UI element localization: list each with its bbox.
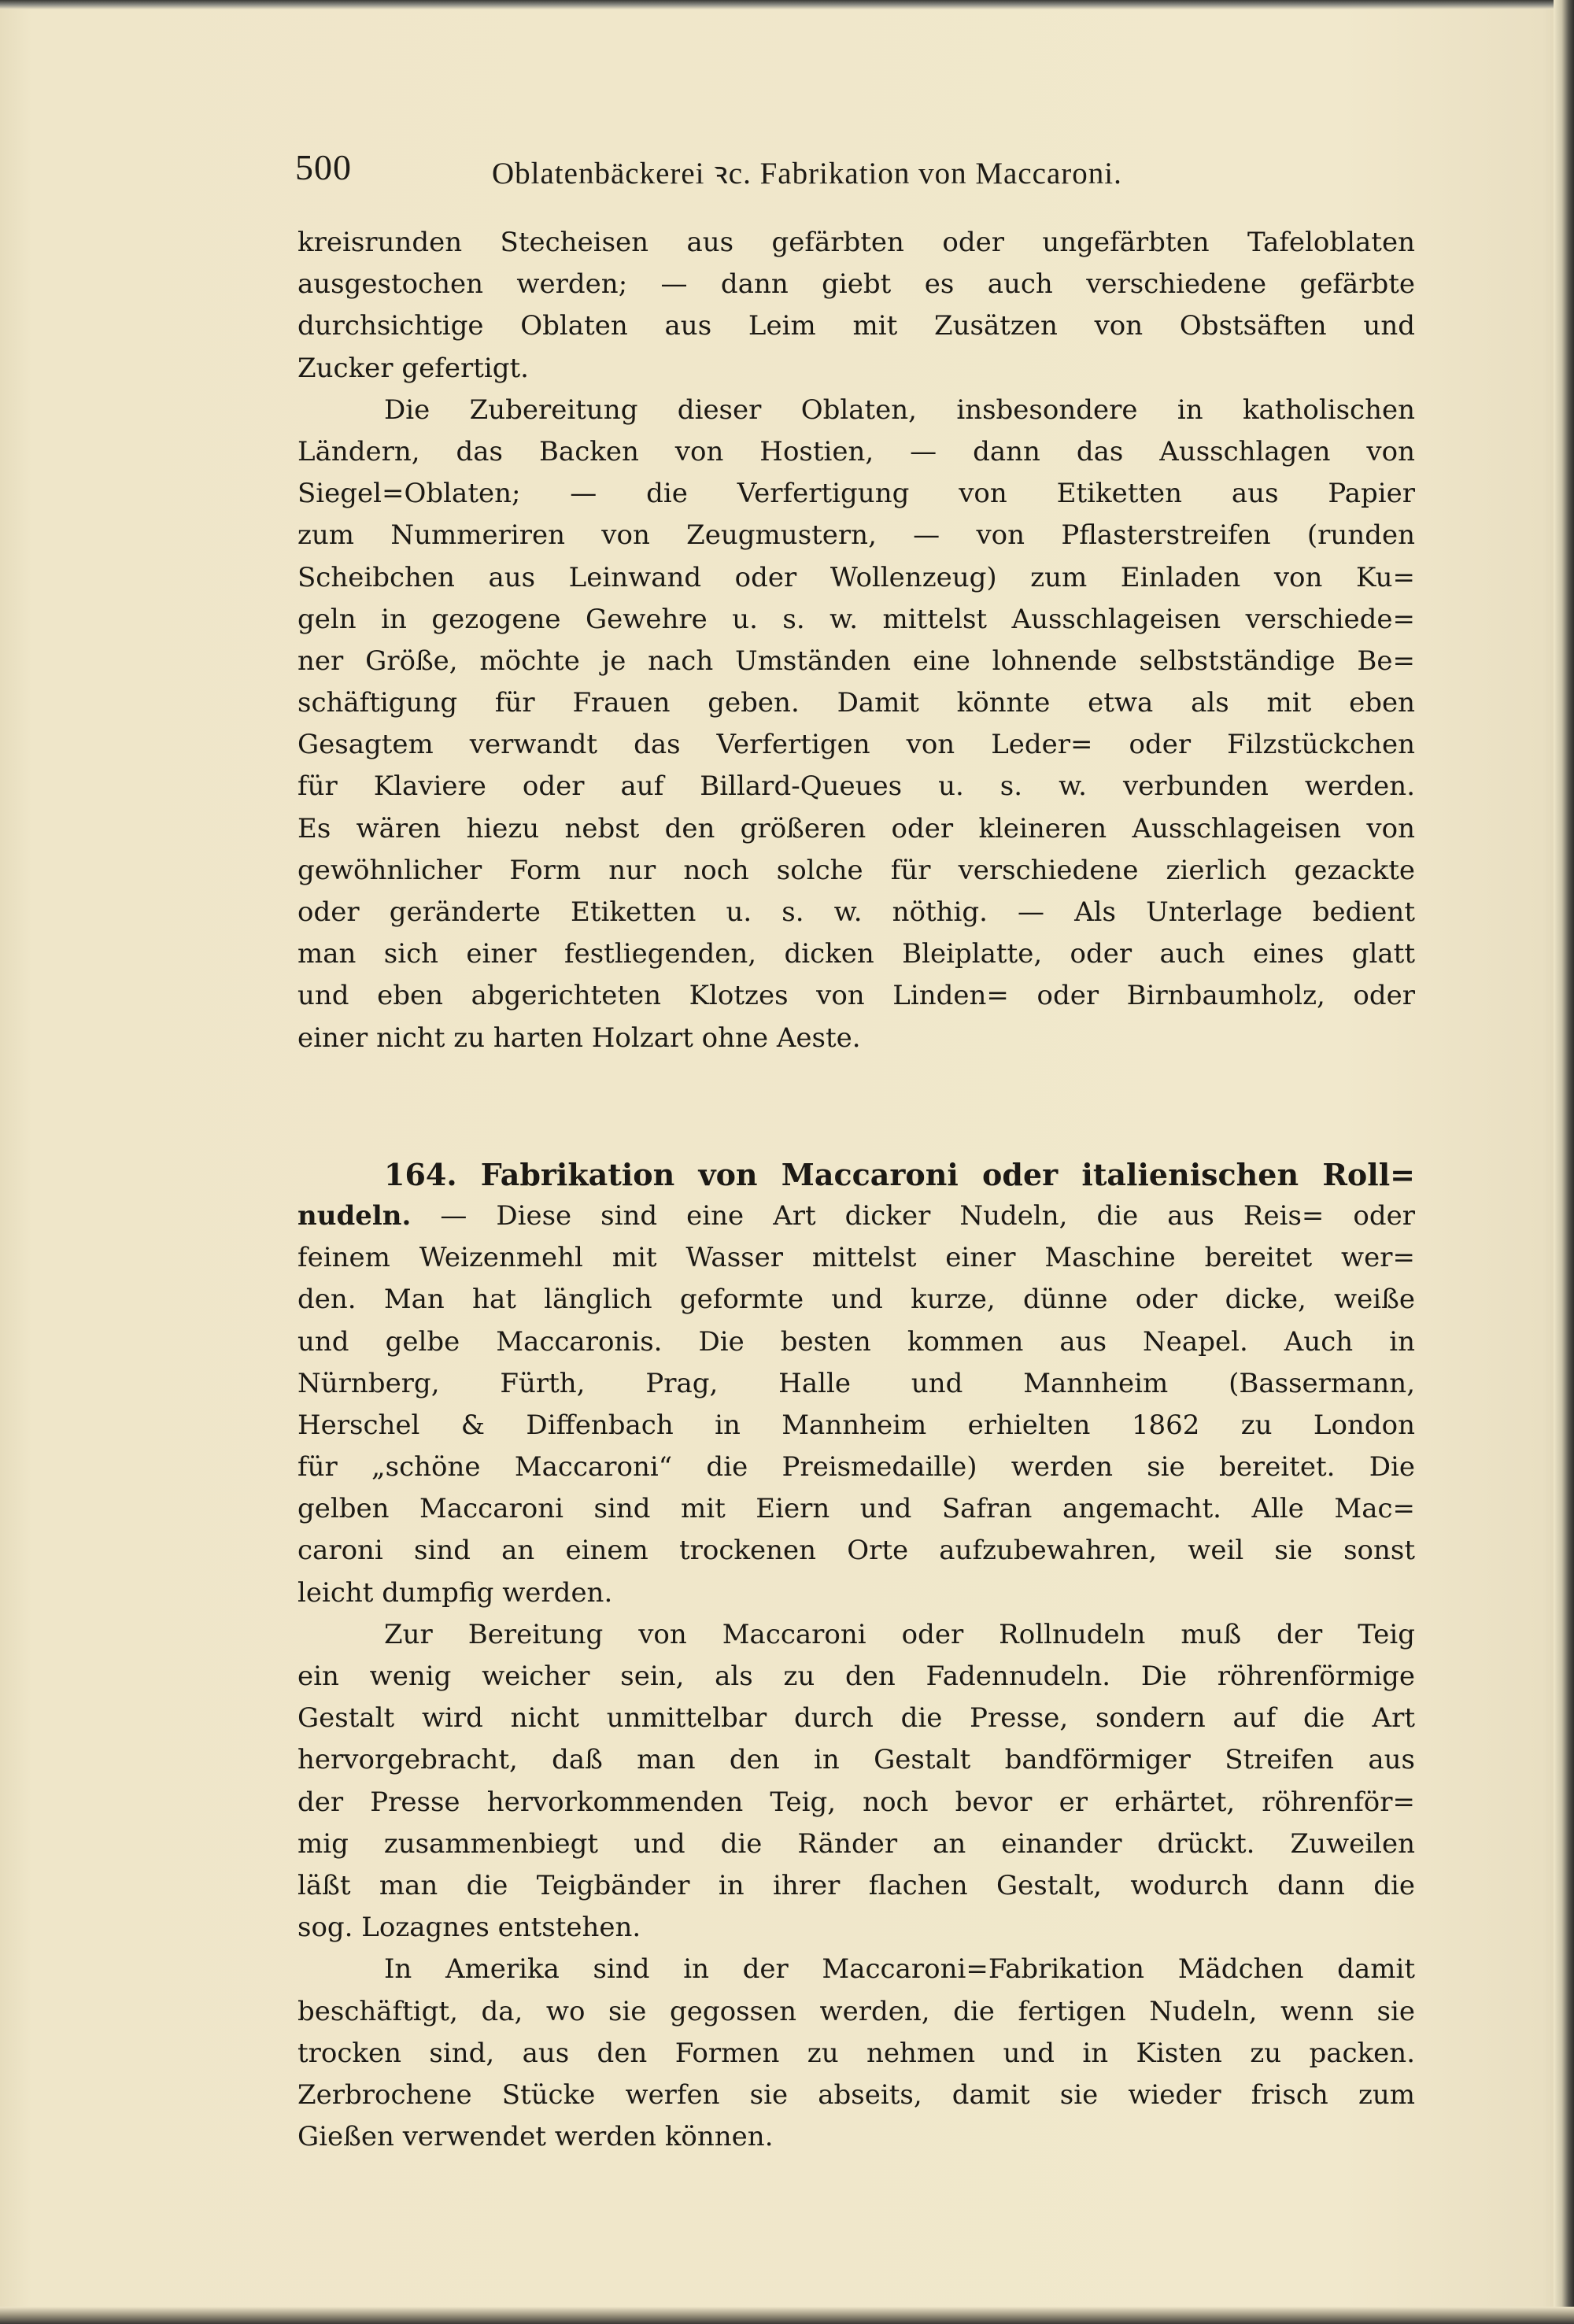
text-line: man sich einer festliegenden, dicken Bleiplatte, oder auch eines glatt	[297, 938, 1415, 970]
text-line: ausgestochen werden; — dann giebt es auch verschiedene gefärbte	[297, 268, 1415, 301]
paragraph-2	[297, 390, 1415, 1059]
text-line: trocken sind, aus den Formen zu nehmen und in Kisten zu packen.	[297, 2037, 1415, 2069]
section-164	[297, 1154, 1415, 1614]
text-line: der Presse hervorkommenden Teig, noch bevor er erhärtet, röhrenför=	[297, 1786, 1415, 1818]
text-line: Gestalt wird nicht unmittelbar durch die Presse, sondern auf die Art	[297, 1702, 1415, 1735]
section-heading: 164. Fabrikation von Maccaroni oder italienischen Roll=	[384, 1156, 1415, 1192]
running-head: Oblatenbäckerei ꝛc. Fabrikation von Maccaroni.	[492, 157, 1122, 190]
body-text	[297, 222, 1415, 2158]
text-line: und gelbe Maccaronis. Die besten kommen aus Neapel. Auch in	[297, 1325, 1415, 1358]
text-line: einer nicht zu harten Holzart ohne Aeste.	[297, 1022, 861, 1054]
text-line: durchsichtige Oblaten aus Leim mit Zusätzen von Obstsäften und	[297, 310, 1415, 342]
page-number: 500	[295, 147, 352, 187]
text-line: Nürnberg, Fürth, Prag, Halle und Mannheim (Bassermann,	[297, 1367, 1415, 1399]
text-line: hervorgebracht, daß man den in Gestalt bandförmiger Streifen aus	[297, 1744, 1415, 1776]
section-heading-continued: nudeln.	[297, 1199, 412, 1232]
text-line: für Klaviere oder auf Billard-Queues u. s. w. verbunden werden.	[297, 770, 1415, 803]
page-top-edge	[0, 0, 1574, 9]
text-line: gelben Maccaroni sind mit Eiern und Safran angemacht. Alle Mac=	[297, 1493, 1415, 1525]
paragraph-1	[297, 222, 1415, 390]
section-gap	[297, 1059, 1415, 1154]
text-line: Zur Bereitung von Maccaroni oder Rollnudeln muß der Teig	[384, 1618, 1415, 1650]
text-line: den. Man hat länglich geformte und kurze, dünne oder dicke, weiße	[297, 1284, 1415, 1316]
text-line: und eben abgerichteten Klotzes von Linden= oder Birnbaumholz, oder	[297, 980, 1415, 1012]
text-line: Die Zubereitung dieser Oblaten, insbesondere in katholischen	[384, 393, 1415, 426]
text-line: leicht dumpfig werden.	[297, 1576, 613, 1609]
text-run: — Diese sind eine Art dicker Nudeln, die aus Reis= oder	[411, 1199, 1415, 1232]
text-line: feinem Weizenmehl mit Wasser mittelst einer Maschine bereitet wer=	[297, 1242, 1415, 1274]
page-right-edge	[1554, 0, 1574, 2324]
paragraph-4	[297, 1614, 1415, 1949]
text-line: kreisrunden Stecheisen aus gefärbten oder ungefärbten Tafeloblaten	[297, 227, 1415, 258]
text-line: Zerbrochene Stücke werfen sie abseits, damit sie wieder frisch zum	[297, 2078, 1415, 2111]
text-line: Scheibchen aus Leinwand oder Wollenzeug) zum Einladen von Ku=	[297, 561, 1415, 593]
text-line: läßt man die Teigbänder in ihrer flachen Gestalt, wodurch dann die	[297, 1869, 1415, 1901]
text-line: In Amerika sind in der Maccaroni=Fabrikation Mädchen damit	[384, 1953, 1415, 1986]
text-line: beschäftigt, da, wo sie gegossen werden, die fertigen Nudeln, wenn sie	[297, 1995, 1415, 2027]
page-header	[295, 146, 1421, 194]
text-line: schäftigung für Frauen geben. Damit könnte etwa als mit eben	[297, 687, 1415, 719]
text-line: gewöhnlicher Form nur noch solche für verschiedene zierlich gezackte	[297, 854, 1415, 886]
text-line: ein wenig weicher sein, als zu den Fadennudeln. Die röhrenförmige	[297, 1661, 1415, 1692]
text-line: Zucker gefertigt.	[297, 352, 529, 384]
paragraph-5	[297, 1949, 1415, 2158]
text-line: für „schöne Maccaroni“ die Preismedaille) werden sie bereitet. Die	[297, 1451, 1415, 1483]
text-line: Gesagtem verwandt das Verfertigen von Leder= oder Filzstückchen	[297, 729, 1415, 761]
text-line	[297, 1195, 1415, 1237]
text-line: Ländern, das Backen von Hostien, — dann das Ausschlagen von	[297, 435, 1415, 467]
text-line: Gießen verwendet werden können.	[297, 2121, 774, 2153]
text-line: Herschel & Diffenbach in Mannheim erhielten 1862 zu London	[297, 1409, 1415, 1441]
text-line: zum Nummeriren von Zeugmustern, — von Pflasterstreifen (runden	[297, 519, 1415, 552]
text-line: caroni sind an einem trockenen Orte aufzubewahren, weil sie sonst	[297, 1535, 1415, 1567]
text-line: geln in gezogene Gewehre u. s. w. mittelst Ausschlageisen verschiede=	[297, 603, 1415, 635]
text-line: Siegel=Oblaten; — die Verfertigung von Etiketten aus Papier	[297, 478, 1415, 510]
text-line: oder geränderte Etiketten u. s. w. nöthig. — Als Unterlage bedient	[297, 896, 1415, 928]
page-bottom-edge	[0, 2307, 1574, 2324]
text-line: sog. Lozagnes entstehen.	[297, 1912, 641, 1944]
text-line: Es wären hiezu nebst den größeren oder kleineren Ausschlageisen von	[297, 812, 1415, 844]
text-line: ner Größe, möchte je nach Umständen eine lohnende selbstständige Be=	[297, 645, 1415, 677]
text-line: mig zusammenbiegt und die Ränder an einander drückt. Zuweilen	[297, 1827, 1415, 1860]
